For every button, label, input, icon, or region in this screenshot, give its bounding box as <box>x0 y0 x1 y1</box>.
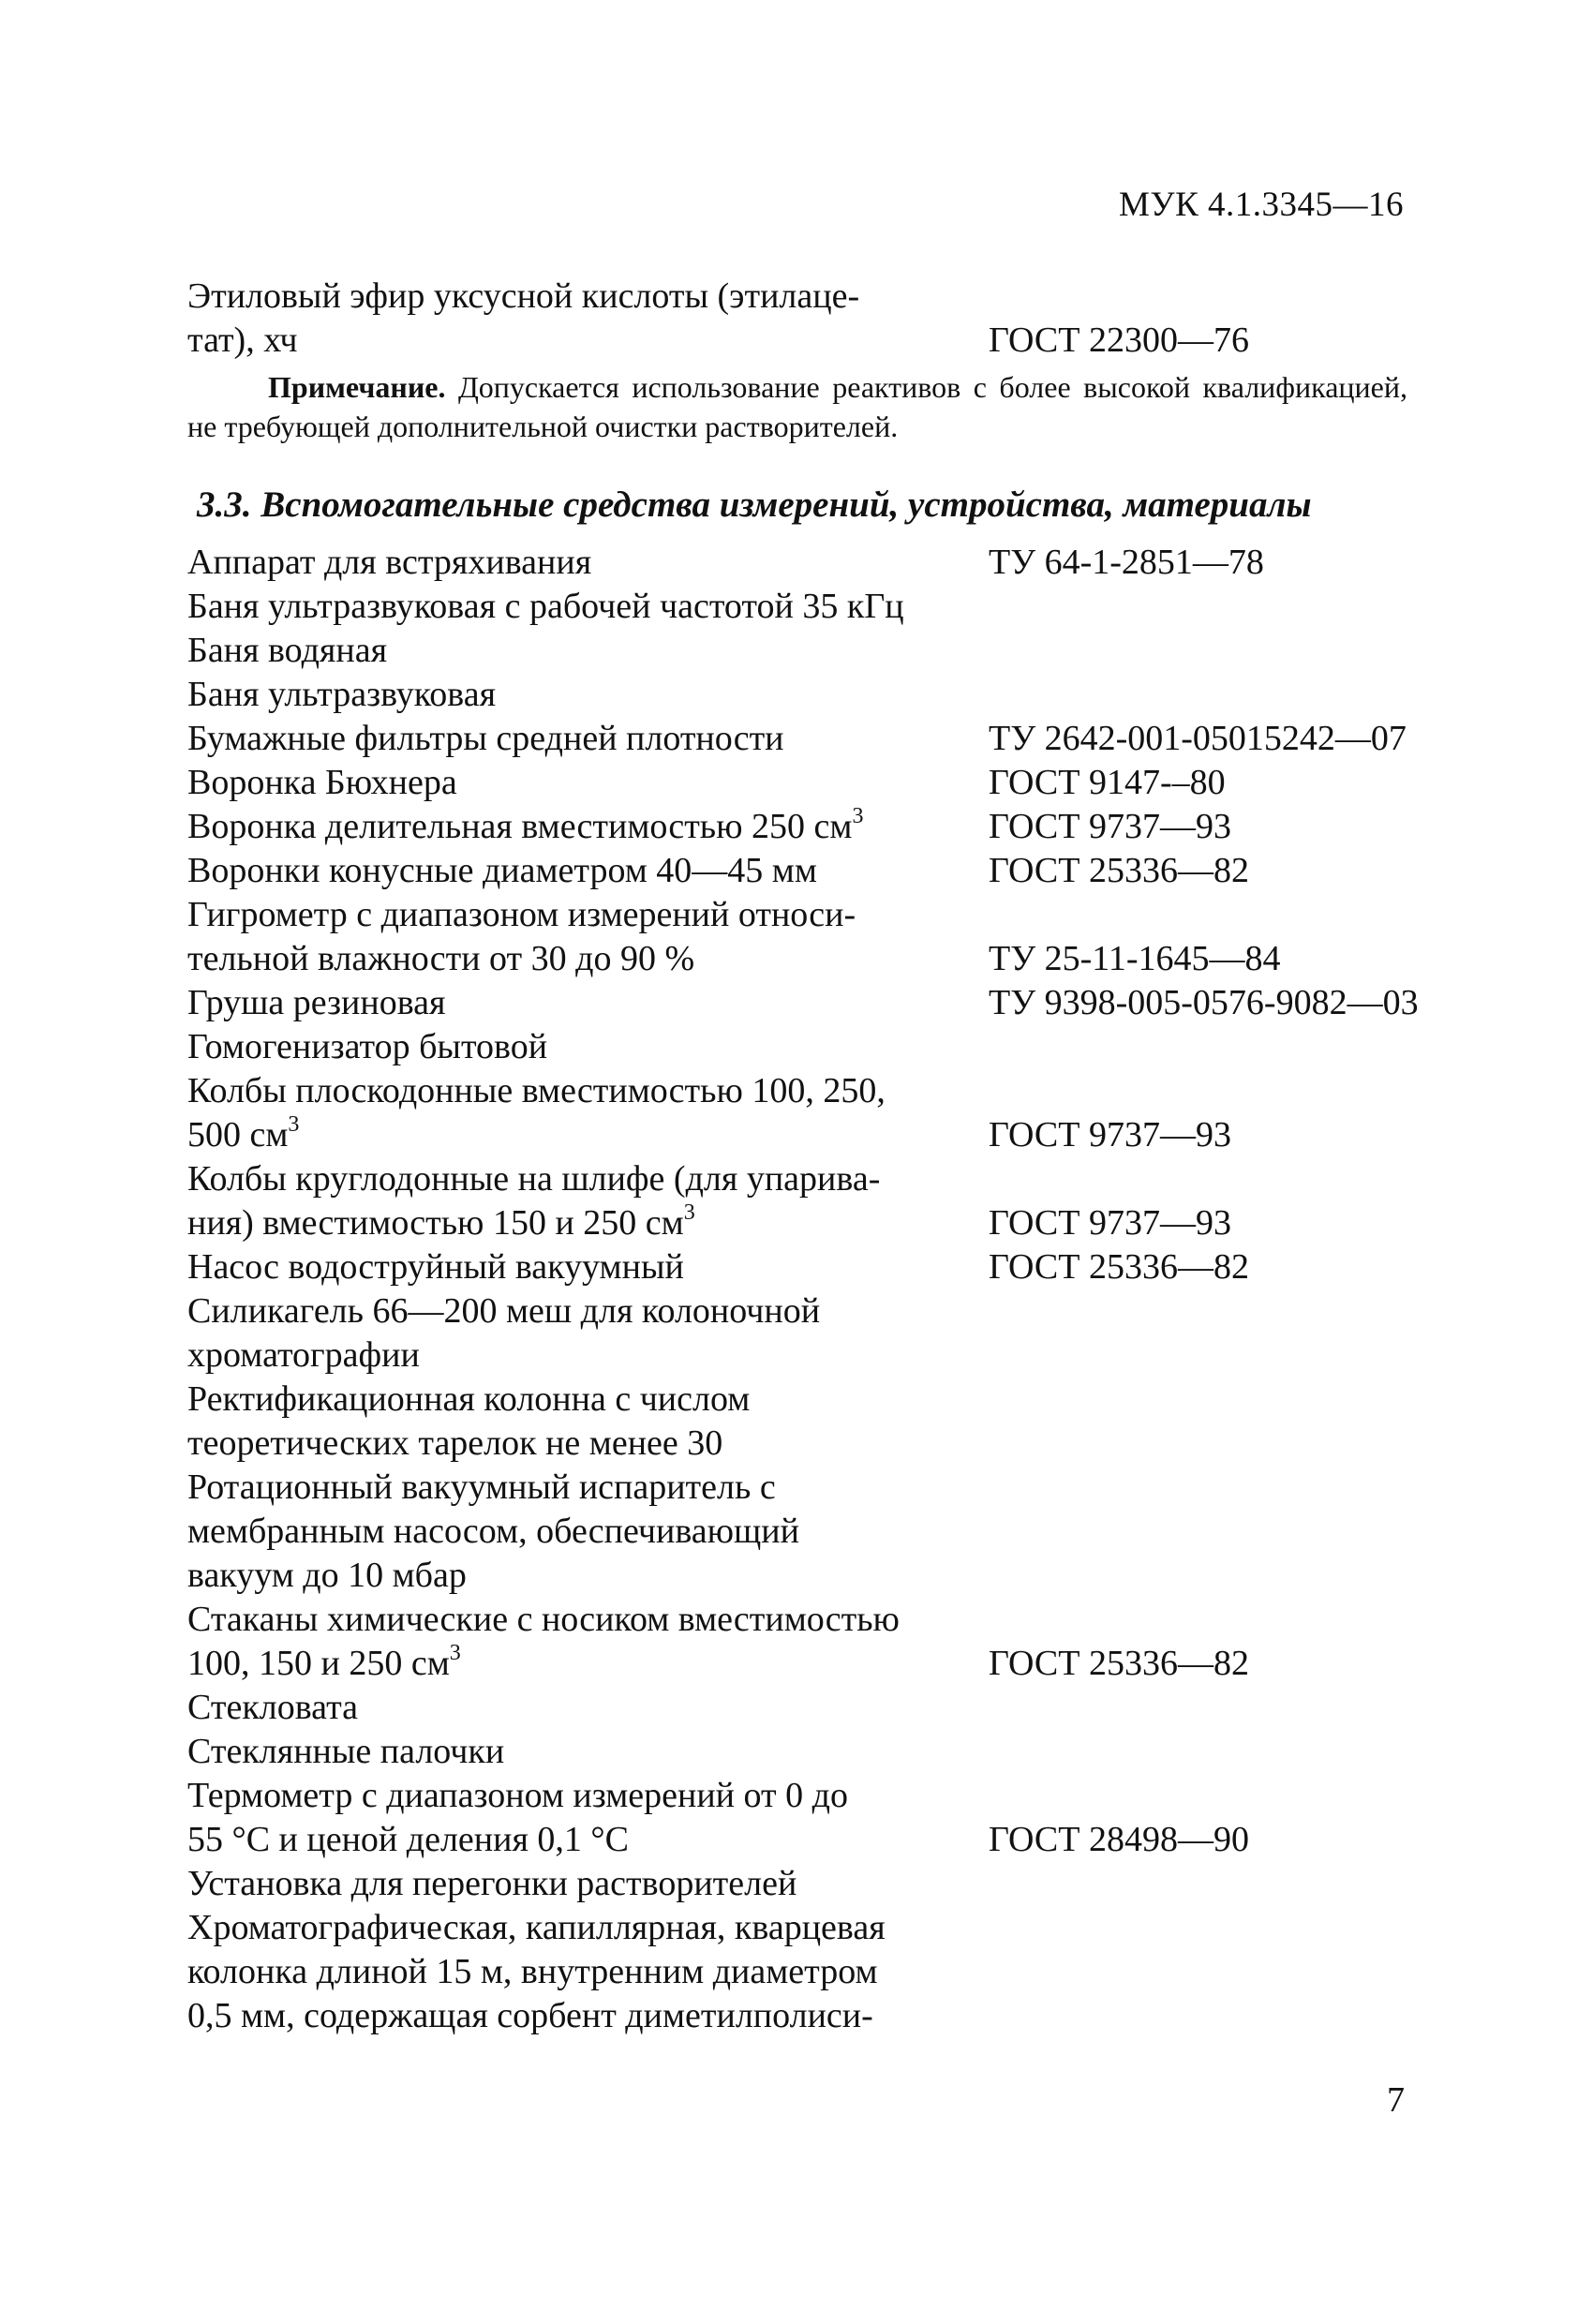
equipment-row <box>187 585 1481 629</box>
equipment-name-line <box>187 1686 358 1730</box>
unit-superscript: 3 <box>288 1112 300 1138</box>
equipment-row <box>187 1686 1481 1730</box>
equipment-name-text: Колбы плоскодонные вместимостью 100, 250, <box>187 1071 886 1110</box>
note-text: Допускается использование реактивов с более высокой квалификацией, не требующей дополнительной очистки растворителей. <box>187 370 1407 443</box>
page-number: 7 <box>1387 2080 1405 2120</box>
equipment-name-text: Ректификационная колонна с числом <box>187 1379 751 1419</box>
equipment-name-text: 55 °С и ценой деления 0,1 °С <box>187 1820 629 1859</box>
equipment-row <box>187 1025 1481 1069</box>
equipment-name <box>187 805 863 849</box>
equipment-name-text: хроматографии <box>187 1335 420 1375</box>
equipment-name-text: Термометр с диапазоном измерений от 0 до <box>187 1776 848 1815</box>
equipment-name-line <box>187 1333 820 1378</box>
equipment-name-text: Воронки конусные диаметром 40—45 мм <box>187 851 817 890</box>
note-label: Примечание. <box>268 370 446 404</box>
equipment-name <box>187 1157 880 1245</box>
equipment-name-line <box>187 981 446 1025</box>
equipment-name-text: Воронка делительная вместимостью 250 см <box>187 807 853 846</box>
equipment-row <box>187 1906 1481 2038</box>
equipment-name <box>187 673 496 717</box>
equipment-name-line <box>187 893 856 937</box>
equipment-name-line <box>187 1994 886 2038</box>
equipment-name-line <box>187 673 496 717</box>
equipment-name-line <box>187 1157 880 1201</box>
equipment-name-line <box>187 805 863 849</box>
equipment-name <box>187 893 856 981</box>
equipment-name-line <box>187 1598 900 1642</box>
equipment-row <box>187 1730 1481 1774</box>
equipment-name <box>187 1906 886 2038</box>
equipment-name <box>187 541 591 585</box>
equipment-name <box>187 1598 900 1686</box>
equipment-spec: ГОСТ 9737—93 <box>989 1203 1231 1243</box>
equipment-row <box>187 1245 1481 1289</box>
equipment-spec: ГОСТ 25336—82 <box>989 851 1249 890</box>
equipment-name-line <box>187 1113 886 1157</box>
equipment-name-line <box>187 1069 886 1113</box>
equipment-name <box>187 1245 684 1289</box>
equipment-name-line <box>187 1422 750 1466</box>
equipment-row <box>187 1157 1481 1245</box>
equipment-name-line <box>187 629 387 673</box>
unit-superscript: 3 <box>449 1641 461 1666</box>
equipment-row <box>187 717 1481 761</box>
equipment-name-line <box>187 585 904 629</box>
equipment-name <box>187 1289 820 1378</box>
document-code: МУК 4.1.3345—16 <box>1118 186 1404 224</box>
equipment-row <box>187 1862 1481 1906</box>
equipment-spec: ГОСТ 9737—93 <box>989 1115 1231 1155</box>
equipment-name-text: теоретических тарелок не менее 30 <box>187 1423 723 1463</box>
reagent-name <box>187 275 859 363</box>
equipment-name <box>187 1025 547 1069</box>
equipment-name-text: 100, 150 и 250 см <box>187 1644 450 1683</box>
equipment-name <box>187 849 817 893</box>
equipment-name-text: Установка для перегонки растворителей <box>187 1864 797 1903</box>
equipment-name-line <box>187 717 784 761</box>
equipment-name-line <box>187 1245 684 1289</box>
equipment-row <box>187 1378 1481 1466</box>
equipment-spec: ТУ 2642-001-05015242—07 <box>989 719 1407 758</box>
equipment-spec: ТУ 64-1-2851—78 <box>989 543 1264 582</box>
equipment-name-text: Ротационный вакуумный испаритель с <box>187 1467 776 1507</box>
equipment-name <box>187 761 457 805</box>
equipment-name <box>187 1378 750 1466</box>
equipment-name-line <box>187 1862 796 1906</box>
equipment-name-text: Гигрометр с диапазоном измерений относи- <box>187 895 856 934</box>
equipment-name-line <box>187 1774 848 1818</box>
equipment-name-line <box>187 1378 750 1422</box>
equipment-spec: ТУ 25-11-1645—84 <box>989 939 1281 978</box>
equipment-name <box>187 1686 358 1730</box>
equipment-name-line <box>187 761 457 805</box>
unit-superscript: 3 <box>852 804 864 829</box>
equipment-name <box>187 1774 848 1862</box>
equipment-name-text: колонка длиной 15 м, внутренним диаметром <box>187 1952 878 1991</box>
equipment-row <box>187 849 1481 893</box>
equipment-name-line <box>187 1466 799 1510</box>
equipment-name-text: Стаканы химические с носиком вместимостью <box>187 1600 900 1639</box>
equipment-spec: ГОСТ 9737—93 <box>989 807 1231 846</box>
equipment-name-line <box>187 1906 886 1950</box>
equipment-name-text: 0,5 мм, содержащая сорбент диметилполиси- <box>187 1996 873 2035</box>
equipment-name-line <box>187 849 817 893</box>
equipment-name-text: ния) вместимостью 150 и 250 см <box>187 1203 684 1243</box>
equipment-name-text: Баня водяная <box>187 631 388 670</box>
equipment-spec: ГОСТ 28498—90 <box>989 1820 1249 1859</box>
equipment-spec: ГОСТ 9147-–80 <box>989 763 1226 802</box>
reagent-name-line: тат), хч <box>187 320 298 360</box>
equipment-name-text: Силикагель 66—200 меш для колоночной <box>187 1291 821 1331</box>
reagent-name-line: Этиловый эфир уксусной кислоты (этилаце- <box>187 276 860 316</box>
equipment-name-line <box>187 937 856 981</box>
equipment-row <box>187 1774 1481 1862</box>
note-paragraph <box>187 367 1407 446</box>
equipment-spec: ГОСТ 25336—82 <box>989 1247 1249 1287</box>
equipment-name-text: Аппарат для встряхивания <box>187 543 592 582</box>
equipment-name-text: Гомогенизатор бытовой <box>187 1027 548 1066</box>
equipment-name <box>187 1862 796 1906</box>
equipment-name-text: Баня ультразвуковая <box>187 675 497 714</box>
equipment-name-line <box>187 1554 799 1598</box>
equipment-name-text: Колбы круглодонные на шлифе (для упарива- <box>187 1159 881 1199</box>
equipment-name-text: Стекловата <box>187 1688 359 1727</box>
equipment-name <box>187 585 904 629</box>
equipment-name-text: Стеклянные палочки <box>187 1732 505 1771</box>
unit-superscript: 3 <box>683 1200 695 1226</box>
equipment-spec: ТУ 9398-005-0576-9082—03 <box>989 983 1419 1022</box>
equipment-name-line <box>187 541 591 585</box>
equipment-row <box>187 1069 1481 1157</box>
equipment-name-line <box>187 1025 547 1069</box>
equipment-name-text: Груша резиновая <box>187 983 446 1022</box>
equipment-row <box>187 1289 1481 1378</box>
equipment-row <box>187 893 1481 981</box>
equipment-name-text: Хроматографическая, капиллярная, кварцевая <box>187 1908 886 1947</box>
equipment-name <box>187 1730 504 1774</box>
equipment-row <box>187 541 1481 585</box>
equipment-row <box>187 761 1481 805</box>
equipment-name <box>187 981 446 1025</box>
equipment-row <box>187 1466 1481 1598</box>
equipment-name-line <box>187 1642 900 1686</box>
equipment-name-line <box>187 1730 504 1774</box>
equipment-row <box>187 629 1481 673</box>
equipment-name-line <box>187 1289 820 1333</box>
equipment-name-line <box>187 1818 848 1862</box>
equipment-name-line <box>187 1510 799 1554</box>
equipment-name <box>187 717 784 761</box>
equipment-name <box>187 629 387 673</box>
equipment-name-text: мембранным насосом, обеспечивающий <box>187 1512 799 1551</box>
equipment-name <box>187 1069 886 1157</box>
equipment-name-text: Насос водоструйный вакуумный <box>187 1247 684 1287</box>
equipment-row <box>187 981 1481 1025</box>
equipment-name <box>187 1466 799 1598</box>
equipment-name-text: вакуум до 10 мбар <box>187 1556 467 1595</box>
section-title: 3.3. Вспомогательные средства измерений, устройства, материалы <box>197 484 1312 525</box>
reagent-row <box>187 275 1481 363</box>
equipment-row <box>187 1598 1481 1686</box>
equipment-name-text: Баня ультразвуковая с рабочей частотой 35 кГц <box>187 587 904 626</box>
equipment-name-text: тельной влажности от 30 до 90 % <box>187 939 695 978</box>
equipment-name-text: Воронка Бюхнера <box>187 763 457 802</box>
equipment-name-line <box>187 1201 880 1245</box>
equipment-name-text: Бумажные фильтры средней плотности <box>187 719 784 758</box>
reagent-spec: ГОСТ 22300—76 <box>989 320 1249 360</box>
equipment-name-text: 500 см <box>187 1115 289 1155</box>
equipment-name-line <box>187 1950 886 1994</box>
equipment-row <box>187 805 1481 849</box>
equipment-row <box>187 673 1481 717</box>
equipment-spec: ГОСТ 25336—82 <box>989 1644 1249 1683</box>
